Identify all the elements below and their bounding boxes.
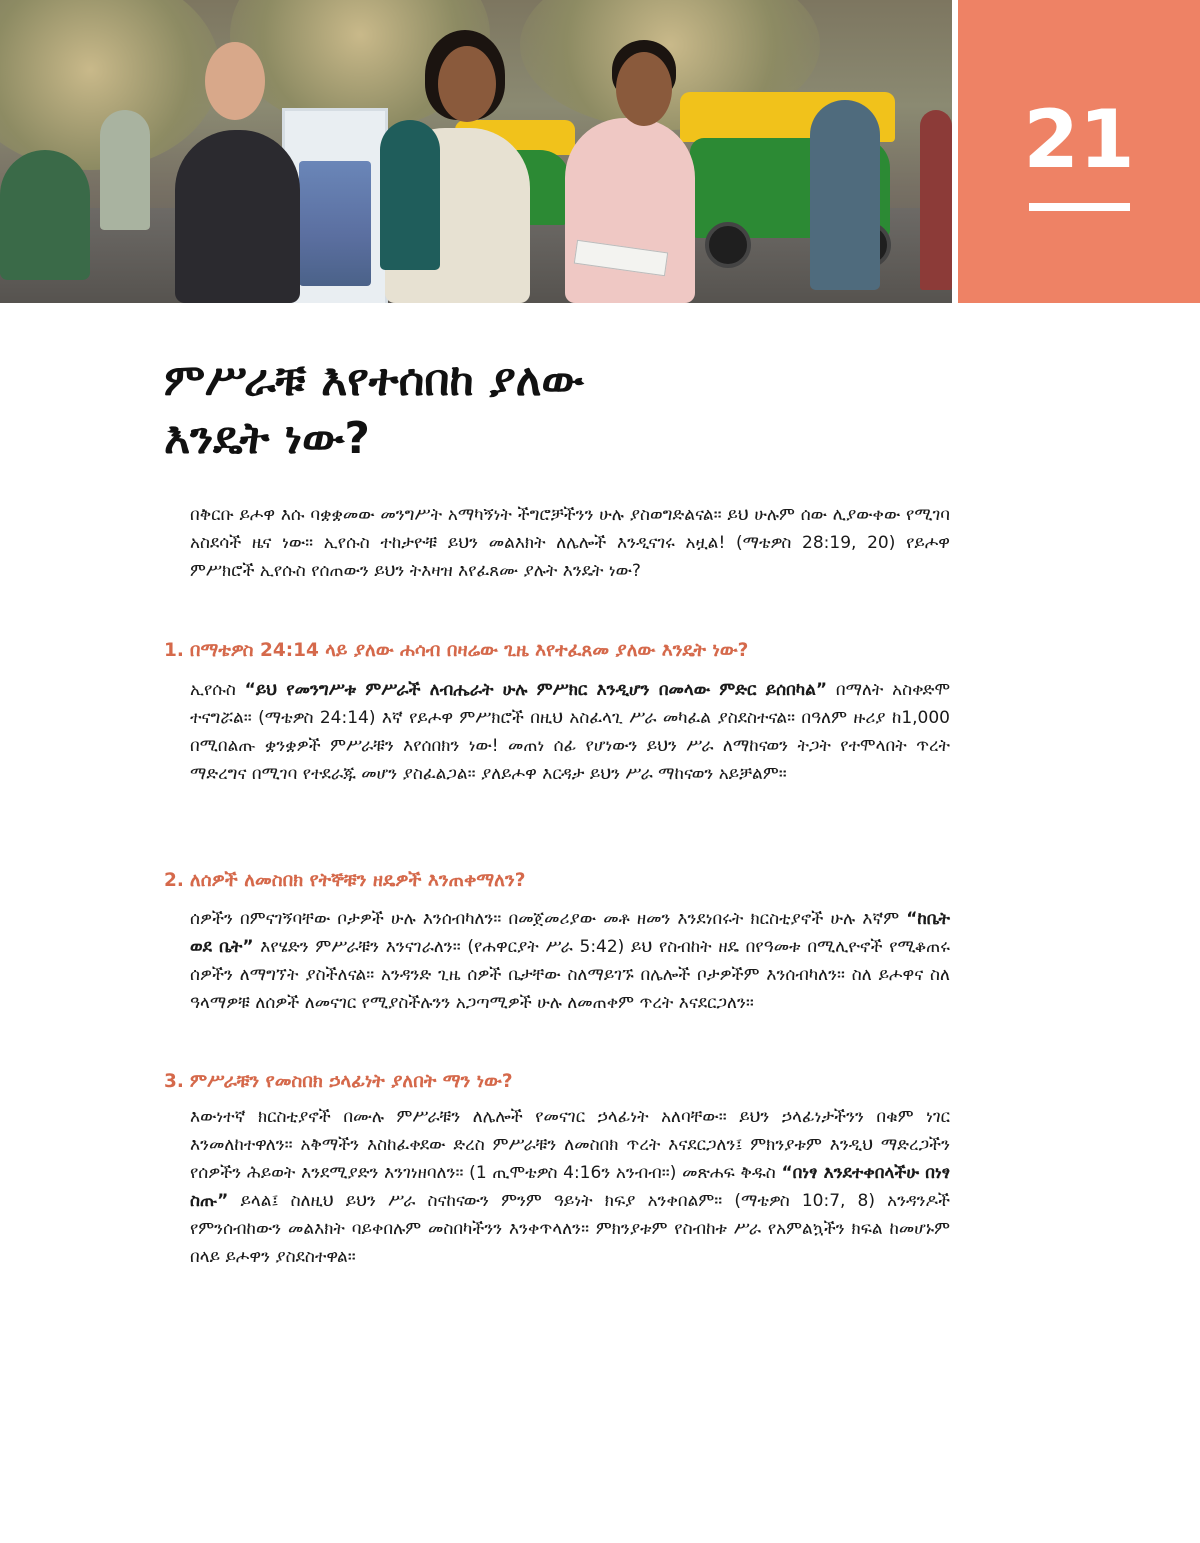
chapter-number: 21: [1023, 93, 1135, 186]
question-number: 2.: [164, 870, 184, 891]
answer-text: ኢየሱስ: [190, 680, 245, 700]
question-2: [164, 868, 950, 894]
rickshaw-wheel: [705, 222, 751, 268]
hero-photo: [0, 0, 952, 303]
answer-3: [190, 1103, 950, 1271]
woman-left: [175, 130, 300, 303]
question-number: 3.: [164, 1071, 184, 1092]
chapter-box: [958, 0, 1200, 303]
question-text: ምሥራቹን የመስበክ ኃላፊነት ያለበት ማን ነው?: [189, 1071, 513, 1092]
answer-quote-bold: “ይህ የመንግሥቱ ምሥራች ለብሔራት ሁሉ ምሥክር እንዲሆን በመላው ምድር ይሰበካል”: [244, 680, 828, 700]
man-right: [565, 118, 695, 303]
intro-paragraph: በቅርቡ ይሖዋ እሱ ባቋቋመው መንግሥት አማካኝነት ችግሮቻችንን ሁሉ ያስወግድልናል። ይህ ሁሉም ሰው ሊያውቀው የሚገባ አስደሳች ዜና ነው። ኢየሱስ ተከታዮቹ ይህን መልእክት ለሌሎች እንዲናገሩ አዟል! (ማቴዎስ 28:19, 20) የይሖዋ ምሥክሮች ኢየሱስ የሰጠውን ይህን ትእዛዝ እየፈጸሙ ያሉት እንዴት ነው?: [190, 505, 950, 581]
question-number: 1.: [164, 640, 184, 661]
answer-quote-bold: “ከቤት ወደ ቤት”: [190, 909, 950, 957]
man-face: [616, 52, 672, 126]
answer-text: ሰዎችን በምናገኝባቸው ቦታዎች ሁሉ እንሰብካለን። በመጀመሪያው መቶ ዘመን እንደነበሩት ክርስቲያኖች ሁሉ እኛም: [190, 909, 907, 929]
pedestrian: [810, 100, 880, 290]
question-1: [164, 638, 950, 664]
answer-text: ይላል፤ ስለዚህ ይህን ሥራ ስናከናውን ምንም ዓይነት ክፍያ አንቀበልም። (ማቴዎስ 10:7, 8) አንዳንዶች የምንሰብከውን መልእክት ባይቀበሉም መስበካችንን እንቀጥላለን። ምክንያቱም የስብከቱ ሥራ የአምልኳችን ክፍል ከመሆኑም በላይ ይሖዋን ያስደስተዋል።: [190, 1191, 950, 1267]
woman-center-face: [438, 46, 496, 122]
chapter-underline: [1029, 203, 1130, 211]
title-line-2: እንዴት ነው?: [164, 413, 370, 464]
question-text: በማቴዎስ 24:14 ላይ ያለው ሐሳብ በዛሬው ጊዜ እየተፈጸመ ያለው እንዴት ነው?: [189, 640, 749, 661]
sign-artwork: [299, 161, 371, 286]
answer-2: [190, 905, 950, 1017]
title-line-1: ምሥራቹ እየተሰበከ ያለው: [164, 355, 584, 406]
scarf: [380, 120, 440, 270]
pedestrian: [920, 110, 952, 290]
woman-left-face: [205, 42, 265, 120]
answer-text: በማለት አስቀድሞ ተናግሯል። (ማቴዎስ 24:14) እኛ የይሖዋ ምሥክሮች በዚህ አስፈላጊ ሥራ መካፈል ያስደስተናል። በዓለም ዙሪያ ከ1,000 በሚበልጡ ቋንቋዎች ምሥራቹን እየሰበክን ነው! መጠነ ሰፊ የሆነውን ይህን ሥራ ለማከናወን ትጋት የተሞላበት ጥረት ማድረግና በሚገባ የተደራጁ መሆን ያስፈልጋል። ያለይሖዋ እርዳታ ይህን ሥራ ማከናወን አይቻልም።: [190, 680, 950, 784]
answer-text: እውነተኛ ክርስቲያኖች በሙሉ ምሥራቹን ለሌሎች የመናገር ኃላፊነት አለባቸው። ይህን ኃላፊነታችንን በቁም ነገር እንመለከተዋለን። አቅማችን እስከፈቀደው ድረስ ምሥራቹን ለመስበክ ጥረት እናደርጋለን፤ ምክንያቱም እንዲህ ማድረጋችን የሰዎችን ሕይወት እንደሚያድን እንገነዘባለን። (1 ጢሞቴዎስ 4:16ን አንብብ።) መጽሐፍ ቅዱስ: [190, 1107, 950, 1183]
question-3: [164, 1069, 950, 1095]
answer-quote-bold: “በነፃ እንደተቀበላችሁ በነፃ ስጡ”: [190, 1163, 950, 1211]
question-text: ለሰዎች ለመስበክ የትኞቹን ዘዴዎች እንጠቀማለን?: [189, 870, 526, 891]
cyclist: [100, 110, 150, 230]
lesson-title: [164, 352, 924, 468]
answer-1: [190, 676, 950, 788]
answer-text: እየሄድን ምሥራቹን እንናገራለን። (የሐዋርያት ሥራ 5:42) ይህ የስብከት ዘዴ በየዓመቱ በሚሊዮኖች የሚቆጠሩ ሰዎችን ለማግኘት ያስችለናል። አንዳንድ ጊዜ ሰዎች ቤታቸው ስለማይገኙ በሌሎች ቦታዎችም እንሰብካለን። ስለ ይሖዋና ስለ ዓላማዎቹ ለሰዎች ለመናገር የሚያስችሉንን አጋጣሚዎች ሁሉ ለመጠቀም ጥረት እናደርጋለን።: [190, 937, 950, 1013]
motorcyclist: [0, 150, 90, 280]
